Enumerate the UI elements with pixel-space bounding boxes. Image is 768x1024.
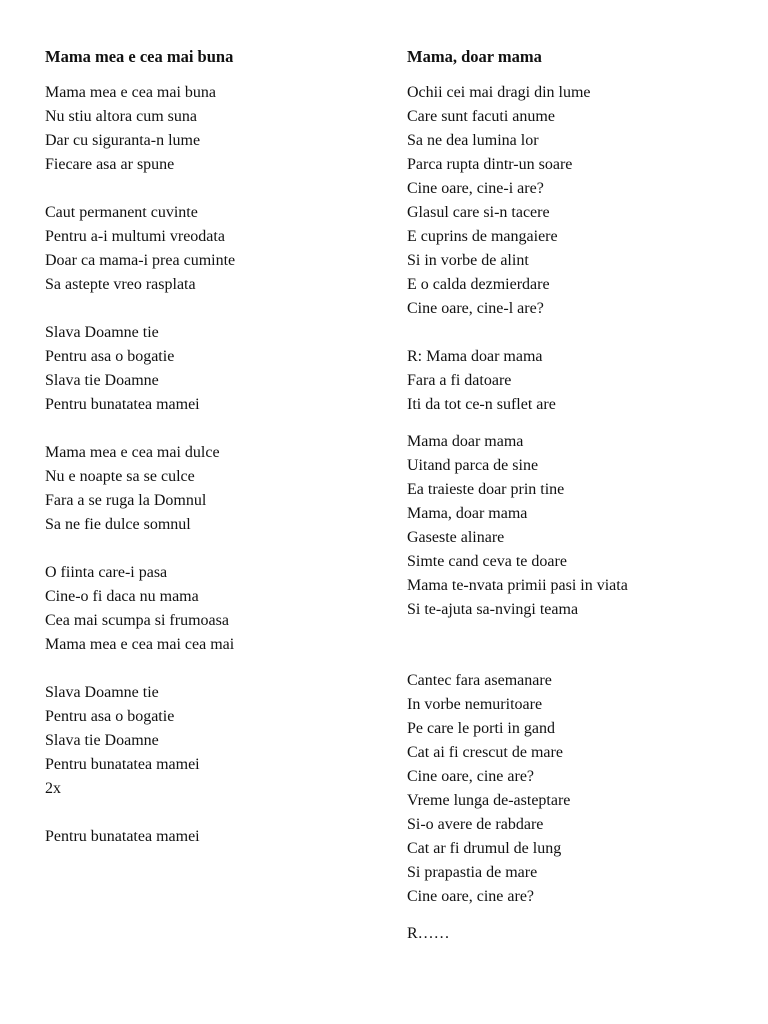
poem-line: Simte cand ceva te doare: [407, 553, 567, 570]
stanza: [45, 681, 375, 801]
stanza: [45, 441, 375, 537]
right-poem-stanzas: [407, 81, 747, 946]
poem-line: O fiinta care-i pasa: [45, 564, 168, 581]
poem-line: Caut permanent cuvinte: [45, 204, 198, 221]
poem-line: Gaseste alinare: [407, 529, 505, 546]
poem-line: Fara a se ruga la Domnul: [45, 492, 207, 509]
poem-line: 2x: [45, 780, 61, 797]
poem-line: Fara a fi datoare: [407, 372, 512, 389]
poem-line: Pentru bunatatea mamei: [45, 396, 200, 413]
right-poem-title: Mama, doar mama: [407, 47, 542, 66]
stanza: [407, 922, 747, 946]
poem-line: Pentru asa o bogatie: [45, 348, 175, 365]
poem-line: Sa astepte vreo rasplata: [45, 276, 196, 293]
poem-line: Mama mea e cea mai cea mai: [45, 636, 235, 653]
poem-line: Mama doar mama: [407, 433, 524, 450]
poem-line: Cine-o fi daca nu mama: [45, 588, 199, 605]
poem-line: Cine oare, cine-i are?: [407, 180, 544, 197]
stanza: [45, 321, 375, 417]
poem-line: Cat ai fi crescut de mare: [407, 744, 563, 761]
poem-line: Pentru a-i multumi vreodata: [45, 228, 225, 245]
poem-line: Mama te-nvata primii pasi in viata: [407, 577, 628, 594]
stanza: [45, 201, 375, 297]
poem-line: Pentru asa o bogatie: [45, 708, 175, 725]
poem-line: Mama, doar mama: [407, 505, 528, 522]
poem-line: Nu stiu altora cum suna: [45, 108, 197, 125]
poem-line: Si-o avere de rabdare: [407, 816, 544, 833]
poem-line: R……: [407, 925, 450, 942]
stanza: [45, 561, 375, 657]
poem-line: Si prapastia de mare: [407, 864, 538, 881]
stanza: [407, 81, 747, 321]
stanza: [407, 669, 747, 909]
poem-line: Sa ne dea lumina lor: [407, 132, 539, 149]
poem-line: Si te-ajuta sa-nvingi teama: [407, 601, 579, 618]
poem-line: Care sunt facuti anume: [407, 108, 555, 125]
stanza: [45, 81, 375, 177]
poem-line: Parca rupta dintr-un soare: [407, 156, 573, 173]
left-poem-title: Mama mea e cea mai buna: [45, 47, 234, 66]
stanza: [45, 825, 375, 849]
poem-line: Pentru bunatatea mamei: [45, 828, 200, 845]
poem-line: In vorbe nemuritoare: [407, 696, 543, 713]
poem-line: Vreme lunga de-asteptare: [407, 792, 571, 809]
poem-line: Cine oare, cine are?: [407, 768, 535, 785]
poem-line: Cat ar fi drumul de lung: [407, 840, 562, 857]
poem-line: Fiecare asa ar spune: [45, 156, 175, 173]
poem-line: Dar cu siguranta-n lume: [45, 132, 201, 149]
poem-line: Mama mea e cea mai dulce: [45, 444, 220, 461]
right-poem: [407, 46, 747, 946]
stanza: [407, 345, 747, 417]
left-poem-stanzas: [45, 81, 375, 849]
poem-line: Cantec fara asemanare: [407, 672, 552, 689]
poem-line: Pentru bunatatea mamei: [45, 756, 200, 773]
poem-line: Slava tie Doamne: [45, 732, 159, 749]
poem-line: R: Mama doar mama: [407, 348, 543, 365]
poem-line: Cine oare, cine are?: [407, 888, 535, 905]
poem-line: Pe care le porti in gand: [407, 720, 555, 737]
poem-line: Mama mea e cea mai buna: [45, 84, 217, 101]
poem-line: Slava tie Doamne: [45, 372, 159, 389]
poem-line: Iti da tot ce-n suflet are: [407, 396, 556, 413]
poem-line: Slava Doamne tie: [45, 324, 159, 341]
poem-line: Nu e noapte sa se culce: [45, 468, 195, 485]
left-poem: [45, 46, 375, 849]
poem-line: Doar ca mama-i prea cuminte: [45, 252, 236, 269]
poem-line: Sa ne fie dulce somnul: [45, 516, 191, 533]
poem-line: Si in vorbe de alint: [407, 252, 529, 269]
poem-line: Ochii cei mai dragi din lume: [407, 84, 591, 101]
poem-line: E cuprins de mangaiere: [407, 228, 558, 245]
poem-line: Cine oare, cine-l are?: [407, 300, 544, 317]
stanza: [407, 430, 747, 622]
poem-line: Glasul care si-n tacere: [407, 204, 550, 221]
poem-line: Ea traieste doar prin tine: [407, 481, 565, 498]
poem-line: Slava Doamne tie: [45, 684, 159, 701]
poem-line: E o calda dezmierdare: [407, 276, 550, 293]
poem-line: Uitand parca de sine: [407, 457, 539, 474]
poem-line: Cea mai scumpa si frumoasa: [45, 612, 229, 629]
